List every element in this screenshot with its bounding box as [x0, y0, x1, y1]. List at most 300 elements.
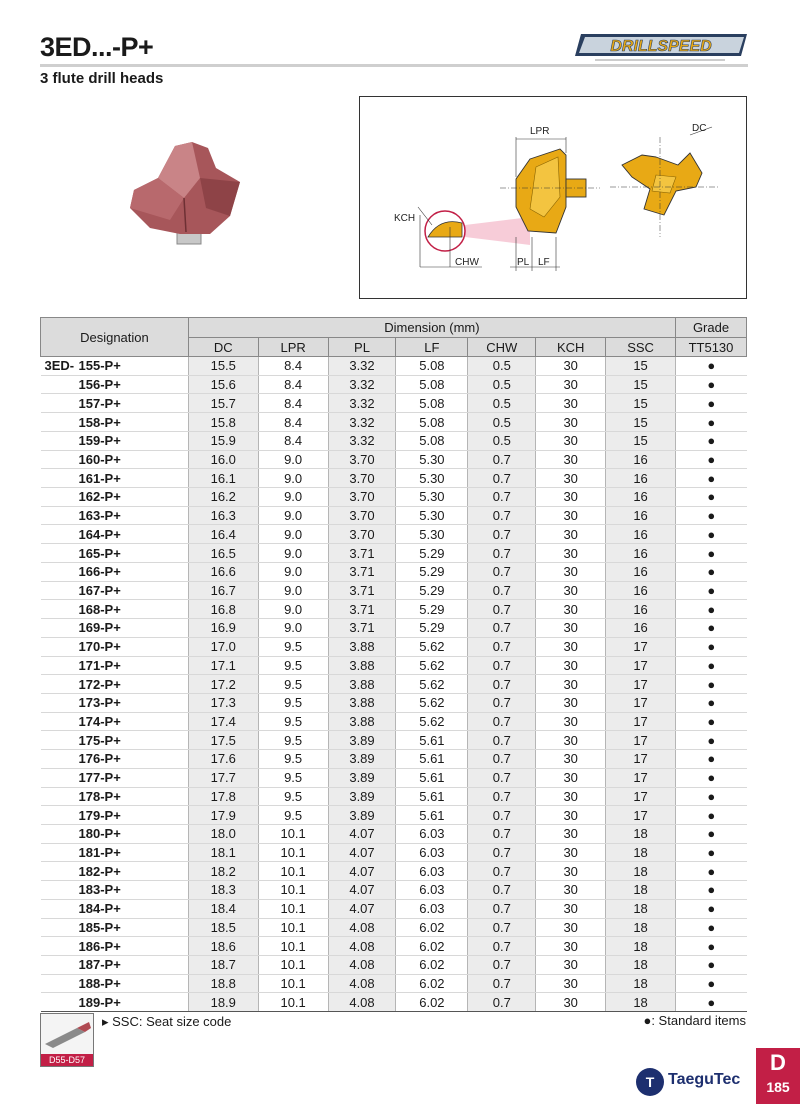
- cell-kch: 30: [536, 637, 606, 656]
- cell-lf: 6.02: [396, 993, 468, 1012]
- designation-code: 174-P+: [78, 714, 121, 730]
- designation-code: 171-P+: [78, 657, 121, 673]
- cell-pl: 4.08: [328, 974, 396, 993]
- designation-prefix: 3ED-: [44, 358, 75, 374]
- cell-pl: 3.71: [328, 600, 396, 619]
- cell-lf: 5.29: [396, 544, 468, 563]
- designation-code: 173-P+: [78, 695, 121, 711]
- designation-code: 164-P+: [78, 526, 121, 542]
- cell-chw: 0.7: [468, 656, 536, 675]
- cell-grade: ●: [676, 918, 747, 937]
- cell-ssc: 16: [606, 619, 676, 638]
- cell-grade: ●: [676, 824, 747, 843]
- cell-lpr: 9.0: [258, 450, 328, 469]
- cell-designation: [41, 899, 189, 918]
- designation-code: 183-P+: [78, 882, 121, 898]
- cell-chw: 0.7: [468, 824, 536, 843]
- cell-lpr: 9.0: [258, 581, 328, 600]
- cell-lf: 5.61: [396, 806, 468, 825]
- cell-chw: 0.7: [468, 637, 536, 656]
- cell-grade: ●: [676, 469, 747, 488]
- cell-ssc: 17: [606, 806, 676, 825]
- cell-pl: 3.71: [328, 581, 396, 600]
- cell-pl: 3.70: [328, 488, 396, 507]
- cell-ssc: 16: [606, 469, 676, 488]
- cell-pl: 4.08: [328, 937, 396, 956]
- cell-designation: [41, 937, 189, 956]
- cell-grade: ●: [676, 974, 747, 993]
- cell-dc: 18.7: [188, 956, 258, 975]
- cell-dc: 17.3: [188, 693, 258, 712]
- cell-dc: 16.4: [188, 525, 258, 544]
- cell-dc: 18.9: [188, 993, 258, 1012]
- designation-code: 181-P+: [78, 845, 121, 861]
- cell-lf: 5.62: [396, 656, 468, 675]
- cell-dc: 16.7: [188, 581, 258, 600]
- cell-chw: 0.7: [468, 488, 536, 507]
- cell-lf: 5.30: [396, 469, 468, 488]
- cell-designation: [41, 712, 189, 731]
- cell-designation: [41, 656, 189, 675]
- cell-lpr: 10.1: [258, 974, 328, 993]
- cell-chw: 0.7: [468, 993, 536, 1012]
- label-kch: KCH: [394, 213, 416, 224]
- cell-lf: 6.03: [396, 843, 468, 862]
- cell-pl: 3.89: [328, 731, 396, 750]
- cell-designation: [41, 469, 189, 488]
- cell-designation: [41, 731, 189, 750]
- cell-kch: 30: [536, 956, 606, 975]
- cell-lf: 6.03: [396, 881, 468, 900]
- designation-code: 157-P+: [78, 395, 121, 411]
- table-row: [41, 619, 747, 638]
- cell-kch: 30: [536, 450, 606, 469]
- cell-lpr: 9.0: [258, 469, 328, 488]
- designation-code: 175-P+: [78, 732, 121, 748]
- cell-pl: 3.89: [328, 787, 396, 806]
- designation-code: 179-P+: [78, 807, 121, 823]
- cell-lpr: 9.5: [258, 806, 328, 825]
- cell-designation: [41, 394, 189, 413]
- dimension-diagram: [359, 96, 747, 299]
- cell-kch: 30: [536, 731, 606, 750]
- cell-ssc: 17: [606, 656, 676, 675]
- cell-dc: 17.4: [188, 712, 258, 731]
- designation-code: 169-P+: [78, 620, 121, 636]
- cell-pl: 3.70: [328, 506, 396, 525]
- cell-lf: 5.30: [396, 506, 468, 525]
- cell-lf: 5.61: [396, 750, 468, 769]
- cell-designation: [41, 843, 189, 862]
- cell-grade: ●: [676, 581, 747, 600]
- cell-lf: 5.62: [396, 675, 468, 694]
- cell-lpr: 9.0: [258, 488, 328, 507]
- header-designation: Designation: [41, 318, 189, 357]
- cell-lpr: 9.5: [258, 637, 328, 656]
- cell-lpr: 10.1: [258, 899, 328, 918]
- cell-ssc: 17: [606, 787, 676, 806]
- header-pl: PL: [328, 338, 396, 357]
- cell-lf: 5.08: [396, 375, 468, 394]
- header-grade-group: Grade: [676, 318, 747, 338]
- cell-lpr: 9.0: [258, 562, 328, 581]
- cell-ssc: 18: [606, 843, 676, 862]
- cell-grade: ●: [676, 394, 747, 413]
- cell-chw: 0.7: [468, 581, 536, 600]
- header-grade: TT5130: [676, 338, 747, 357]
- cell-designation: [41, 619, 189, 638]
- drillspeed-logo: [575, 30, 750, 64]
- cell-dc: 18.4: [188, 899, 258, 918]
- cell-pl: 4.07: [328, 862, 396, 881]
- standard-items-note: ●: Standard items: [643, 1013, 746, 1028]
- cell-lpr: 9.0: [258, 506, 328, 525]
- table-row: [41, 469, 747, 488]
- cell-grade: ●: [676, 431, 747, 450]
- table-row: [41, 357, 747, 376]
- cell-dc: 18.6: [188, 937, 258, 956]
- cell-chw: 0.7: [468, 787, 536, 806]
- cell-kch: 30: [536, 375, 606, 394]
- cell-kch: 30: [536, 993, 606, 1012]
- cell-pl: 4.07: [328, 899, 396, 918]
- cell-chw: 0.7: [468, 843, 536, 862]
- cell-chw: 0.7: [468, 693, 536, 712]
- cell-ssc: 16: [606, 581, 676, 600]
- page-subtitle: 3 flute drill heads: [40, 70, 164, 87]
- product-photo: [120, 138, 270, 258]
- reference-thumbnail[interactable]: [40, 1013, 94, 1067]
- designation-code: 168-P+: [78, 601, 121, 617]
- cell-chw: 0.7: [468, 619, 536, 638]
- cell-dc: 16.2: [188, 488, 258, 507]
- cell-lpr: 9.0: [258, 544, 328, 563]
- header-chw: CHW: [468, 338, 536, 357]
- designation-code: 177-P+: [78, 770, 121, 786]
- cell-chw: 0.7: [468, 806, 536, 825]
- cell-ssc: 16: [606, 600, 676, 619]
- cell-kch: 30: [536, 768, 606, 787]
- cell-chw: 0.7: [468, 544, 536, 563]
- cell-grade: ●: [676, 768, 747, 787]
- cell-dc: 16.6: [188, 562, 258, 581]
- cell-designation: [41, 357, 189, 376]
- cell-dc: 15.8: [188, 413, 258, 432]
- cell-lf: 5.61: [396, 731, 468, 750]
- header-ssc: SSC: [606, 338, 676, 357]
- table-body: [41, 357, 747, 1012]
- cell-kch: 30: [536, 843, 606, 862]
- cell-designation: [41, 993, 189, 1012]
- cell-grade: ●: [676, 450, 747, 469]
- label-lpr: LPR: [530, 126, 550, 137]
- cell-designation: [41, 450, 189, 469]
- table-row: [41, 600, 747, 619]
- cell-chw: 0.7: [468, 862, 536, 881]
- cell-lpr: 10.1: [258, 993, 328, 1012]
- cell-dc: 17.1: [188, 656, 258, 675]
- table-row: [41, 488, 747, 507]
- section-tab: [756, 1048, 800, 1104]
- cell-designation: [41, 750, 189, 769]
- table-row: [41, 881, 747, 900]
- cell-pl: 3.89: [328, 768, 396, 787]
- cell-pl: 4.07: [328, 881, 396, 900]
- cell-designation: [41, 768, 189, 787]
- cell-chw: 0.7: [468, 675, 536, 694]
- cell-pl: 3.71: [328, 544, 396, 563]
- table-row: [41, 375, 747, 394]
- cell-pl: 4.08: [328, 993, 396, 1012]
- designation-code: 180-P+: [78, 826, 121, 842]
- cell-dc: 17.7: [188, 768, 258, 787]
- cell-chw: 0.7: [468, 469, 536, 488]
- brand-name: TaeguTec: [668, 1071, 741, 1088]
- cell-lpr: 10.1: [258, 862, 328, 881]
- cell-chw: 0.7: [468, 937, 536, 956]
- cell-ssc: 18: [606, 993, 676, 1012]
- cell-grade: ●: [676, 862, 747, 881]
- cell-lpr: 8.4: [258, 394, 328, 413]
- cell-kch: 30: [536, 675, 606, 694]
- table-row: [41, 675, 747, 694]
- table-row: [41, 806, 747, 825]
- header-lf: LF: [396, 338, 468, 357]
- cell-ssc: 18: [606, 824, 676, 843]
- cell-dc: 18.1: [188, 843, 258, 862]
- cell-designation: [41, 918, 189, 937]
- cell-lpr: 9.5: [258, 712, 328, 731]
- detail-projection: [465, 217, 530, 245]
- ssc-note: ▸ SSC: Seat size code: [102, 1014, 232, 1029]
- cell-designation: [41, 824, 189, 843]
- cell-kch: 30: [536, 881, 606, 900]
- label-pl: PL: [517, 257, 530, 268]
- cell-ssc: 16: [606, 525, 676, 544]
- cell-chw: 0.7: [468, 525, 536, 544]
- cell-lf: 6.02: [396, 956, 468, 975]
- cell-grade: ●: [676, 937, 747, 956]
- cell-designation: [41, 787, 189, 806]
- header-dc: DC: [188, 338, 258, 357]
- cell-ssc: 18: [606, 899, 676, 918]
- cell-lf: 6.02: [396, 974, 468, 993]
- cell-ssc: 16: [606, 506, 676, 525]
- cell-ssc: 18: [606, 937, 676, 956]
- designation-code: 178-P+: [78, 788, 121, 804]
- cell-lf: 6.02: [396, 918, 468, 937]
- cell-ssc: 15: [606, 394, 676, 413]
- cell-lpr: 8.4: [258, 431, 328, 450]
- brand-mark-icon: T: [636, 1068, 664, 1096]
- spec-table: [40, 317, 747, 1012]
- cell-ssc: 16: [606, 450, 676, 469]
- cell-chw: 0.5: [468, 394, 536, 413]
- table-row: [41, 918, 747, 937]
- cell-chw: 0.7: [468, 956, 536, 975]
- label-lf: LF: [538, 257, 550, 268]
- designation-code: 158-P+: [78, 414, 121, 430]
- cell-dc: 16.9: [188, 619, 258, 638]
- cell-chw: 0.7: [468, 600, 536, 619]
- cell-pl: 3.88: [328, 712, 396, 731]
- cell-kch: 30: [536, 787, 606, 806]
- cell-ssc: 18: [606, 918, 676, 937]
- cell-dc: 18.0: [188, 824, 258, 843]
- cell-pl: 3.32: [328, 375, 396, 394]
- designation-code: 172-P+: [78, 676, 121, 692]
- title-divider: [40, 64, 748, 67]
- cell-lf: 5.61: [396, 768, 468, 787]
- cell-lf: 5.30: [396, 450, 468, 469]
- cell-pl: 3.88: [328, 675, 396, 694]
- cell-kch: 30: [536, 525, 606, 544]
- cell-kch: 30: [536, 469, 606, 488]
- table-row: [41, 974, 747, 993]
- designation-code: 188-P+: [78, 976, 121, 992]
- cell-lf: 5.30: [396, 488, 468, 507]
- designation-code: 156-P+: [78, 377, 121, 393]
- cell-lf: 5.29: [396, 581, 468, 600]
- cell-lpr: 9.5: [258, 693, 328, 712]
- cell-designation: [41, 806, 189, 825]
- cell-lpr: 10.1: [258, 937, 328, 956]
- table-row: [41, 656, 747, 675]
- cell-chw: 0.5: [468, 431, 536, 450]
- cell-kch: 30: [536, 357, 606, 376]
- designation-code: 170-P+: [78, 639, 121, 655]
- table-row: [41, 506, 747, 525]
- cell-grade: ●: [676, 488, 747, 507]
- cell-pl: 3.89: [328, 750, 396, 769]
- cell-grade: ●: [676, 525, 747, 544]
- cell-pl: 4.07: [328, 843, 396, 862]
- cell-grade: ●: [676, 993, 747, 1012]
- cell-dc: 16.1: [188, 469, 258, 488]
- header-kch: KCH: [536, 338, 606, 357]
- cell-lpr: 8.4: [258, 375, 328, 394]
- cell-grade: ●: [676, 544, 747, 563]
- table-row: [41, 956, 747, 975]
- cell-dc: 16.3: [188, 506, 258, 525]
- cell-lpr: 9.5: [258, 750, 328, 769]
- cell-dc: 15.9: [188, 431, 258, 450]
- cell-chw: 0.7: [468, 712, 536, 731]
- cell-ssc: 16: [606, 488, 676, 507]
- cell-dc: 15.7: [188, 394, 258, 413]
- cell-kch: 30: [536, 544, 606, 563]
- cell-dc: 17.9: [188, 806, 258, 825]
- cell-pl: 3.70: [328, 525, 396, 544]
- cell-designation: [41, 675, 189, 694]
- cell-grade: ●: [676, 637, 747, 656]
- cell-ssc: 15: [606, 357, 676, 376]
- cell-designation: [41, 525, 189, 544]
- designation-code: 182-P+: [78, 863, 121, 879]
- cell-grade: ●: [676, 693, 747, 712]
- cell-chw: 0.5: [468, 413, 536, 432]
- cell-pl: 3.32: [328, 431, 396, 450]
- cell-lf: 6.02: [396, 937, 468, 956]
- cell-lf: 6.03: [396, 899, 468, 918]
- cell-lpr: 9.0: [258, 525, 328, 544]
- designation-code: 189-P+: [78, 994, 121, 1010]
- cell-pl: 3.70: [328, 469, 396, 488]
- cell-kch: 30: [536, 750, 606, 769]
- cell-ssc: 16: [606, 544, 676, 563]
- designation-code: 161-P+: [78, 470, 121, 486]
- cell-kch: 30: [536, 394, 606, 413]
- cell-lpr: 9.5: [258, 731, 328, 750]
- table-row: [41, 525, 747, 544]
- cell-ssc: 17: [606, 712, 676, 731]
- designation-code: 162-P+: [78, 489, 121, 505]
- cell-lpr: 8.4: [258, 357, 328, 376]
- cell-kch: 30: [536, 824, 606, 843]
- table-row: [41, 750, 747, 769]
- table-row: [41, 581, 747, 600]
- designation-code: 155-P+: [78, 358, 121, 374]
- designation-code: 163-P+: [78, 508, 121, 524]
- cell-pl: 3.88: [328, 656, 396, 675]
- cell-grade: ●: [676, 562, 747, 581]
- cell-kch: 30: [536, 899, 606, 918]
- designation-code: 159-P+: [78, 433, 121, 449]
- cell-lf: 5.62: [396, 693, 468, 712]
- cell-lf: 5.61: [396, 787, 468, 806]
- cell-grade: ●: [676, 843, 747, 862]
- cell-lpr: 9.5: [258, 768, 328, 787]
- cell-dc: 16.8: [188, 600, 258, 619]
- cell-designation: [41, 488, 189, 507]
- cell-grade: ●: [676, 731, 747, 750]
- cell-lpr: 9.0: [258, 600, 328, 619]
- cell-kch: 30: [536, 562, 606, 581]
- header-dimension-group: Dimension (mm): [188, 318, 675, 338]
- table-row: [41, 431, 747, 450]
- cell-dc: 16.0: [188, 450, 258, 469]
- cell-lf: 5.62: [396, 712, 468, 731]
- cell-kch: 30: [536, 862, 606, 881]
- cell-kch: 30: [536, 806, 606, 825]
- cell-dc: 18.3: [188, 881, 258, 900]
- cell-ssc: 16: [606, 562, 676, 581]
- cell-designation: [41, 881, 189, 900]
- cell-lpr: 8.4: [258, 413, 328, 432]
- cell-grade: ●: [676, 600, 747, 619]
- cell-pl: 3.71: [328, 562, 396, 581]
- cell-designation: [41, 862, 189, 881]
- table-row: [41, 544, 747, 563]
- cell-grade: ●: [676, 956, 747, 975]
- cell-ssc: 15: [606, 431, 676, 450]
- section-letter: D: [770, 1050, 786, 1075]
- cell-grade: ●: [676, 506, 747, 525]
- thumbnail-label: D55-D57: [41, 1054, 93, 1066]
- cell-grade: ●: [676, 619, 747, 638]
- cell-grade: ●: [676, 413, 747, 432]
- cell-kch: 30: [536, 600, 606, 619]
- cell-dc: 17.2: [188, 675, 258, 694]
- cell-kch: 30: [536, 488, 606, 507]
- cell-designation: [41, 506, 189, 525]
- table-row: [41, 413, 747, 432]
- cell-ssc: 17: [606, 693, 676, 712]
- cell-grade: ●: [676, 675, 747, 694]
- cell-grade: ●: [676, 806, 747, 825]
- cell-kch: 30: [536, 937, 606, 956]
- table-row: [41, 712, 747, 731]
